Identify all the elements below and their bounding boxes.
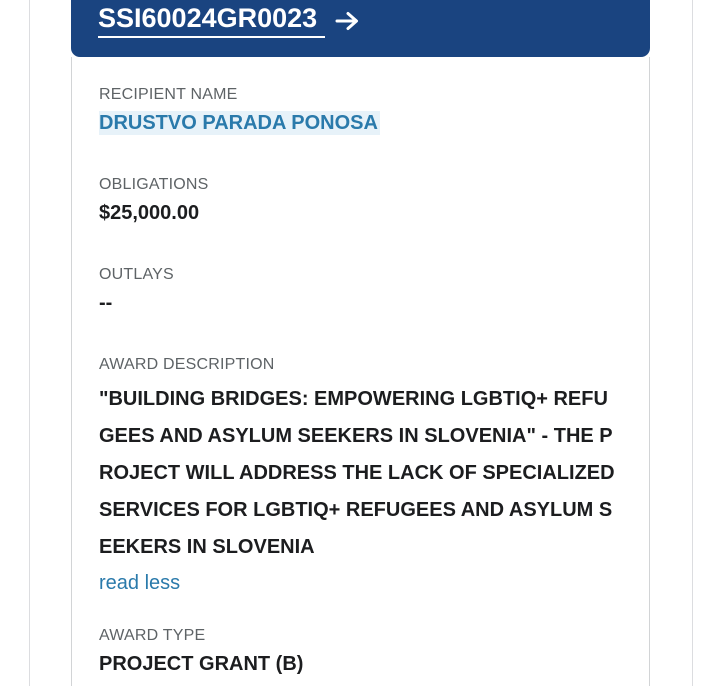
award-card-body	[71, 57, 650, 686]
recipient-name-link[interactable]: DRUSTVO PARADA PONOSA	[99, 112, 378, 134]
obligations-field	[99, 175, 622, 225]
obligations-label: OBLIGATIONS	[99, 176, 209, 193]
outlays-label: OUTLAYS	[99, 266, 174, 283]
award-description-value: "BUILDING BRIDGES: EMPOWERING LGBTIQ+ REFUGEES AND ASYLUM SEEKERS IN SLOVENIA" - THE PROJECT WILL ADDRESS THE LACK OF SPECIALIZED SERVICES FOR LGBTIQ+ REFUGEES AND ASYLUM SEEKERS IN SLOVENIA	[99, 388, 615, 558]
award-description-label: AWARD DESCRIPTION	[99, 356, 275, 373]
results-panel-divider	[692, 0, 693, 686]
recipient-name-label: RECIPIENT NAME	[99, 86, 238, 103]
award-id-link[interactable]	[98, 2, 361, 38]
recipient-field	[99, 85, 622, 135]
filter-panel-divider	[29, 0, 30, 686]
read-less-link[interactable]: read less	[99, 572, 181, 594]
award-result-card	[71, 0, 650, 686]
obligations-value: $25,000.00	[99, 202, 200, 224]
award-type-label: AWARD TYPE	[99, 627, 206, 644]
award-id: SSI60024GR0023	[98, 2, 325, 38]
outlays-value: --	[99, 292, 113, 314]
award-type-field	[99, 626, 622, 676]
arrow-right-icon	[334, 9, 361, 33]
award-description-field	[99, 355, 622, 596]
award-card-header	[71, 0, 650, 57]
outlays-field	[99, 265, 622, 315]
award-type-value: PROJECT GRANT (B)	[99, 653, 304, 675]
